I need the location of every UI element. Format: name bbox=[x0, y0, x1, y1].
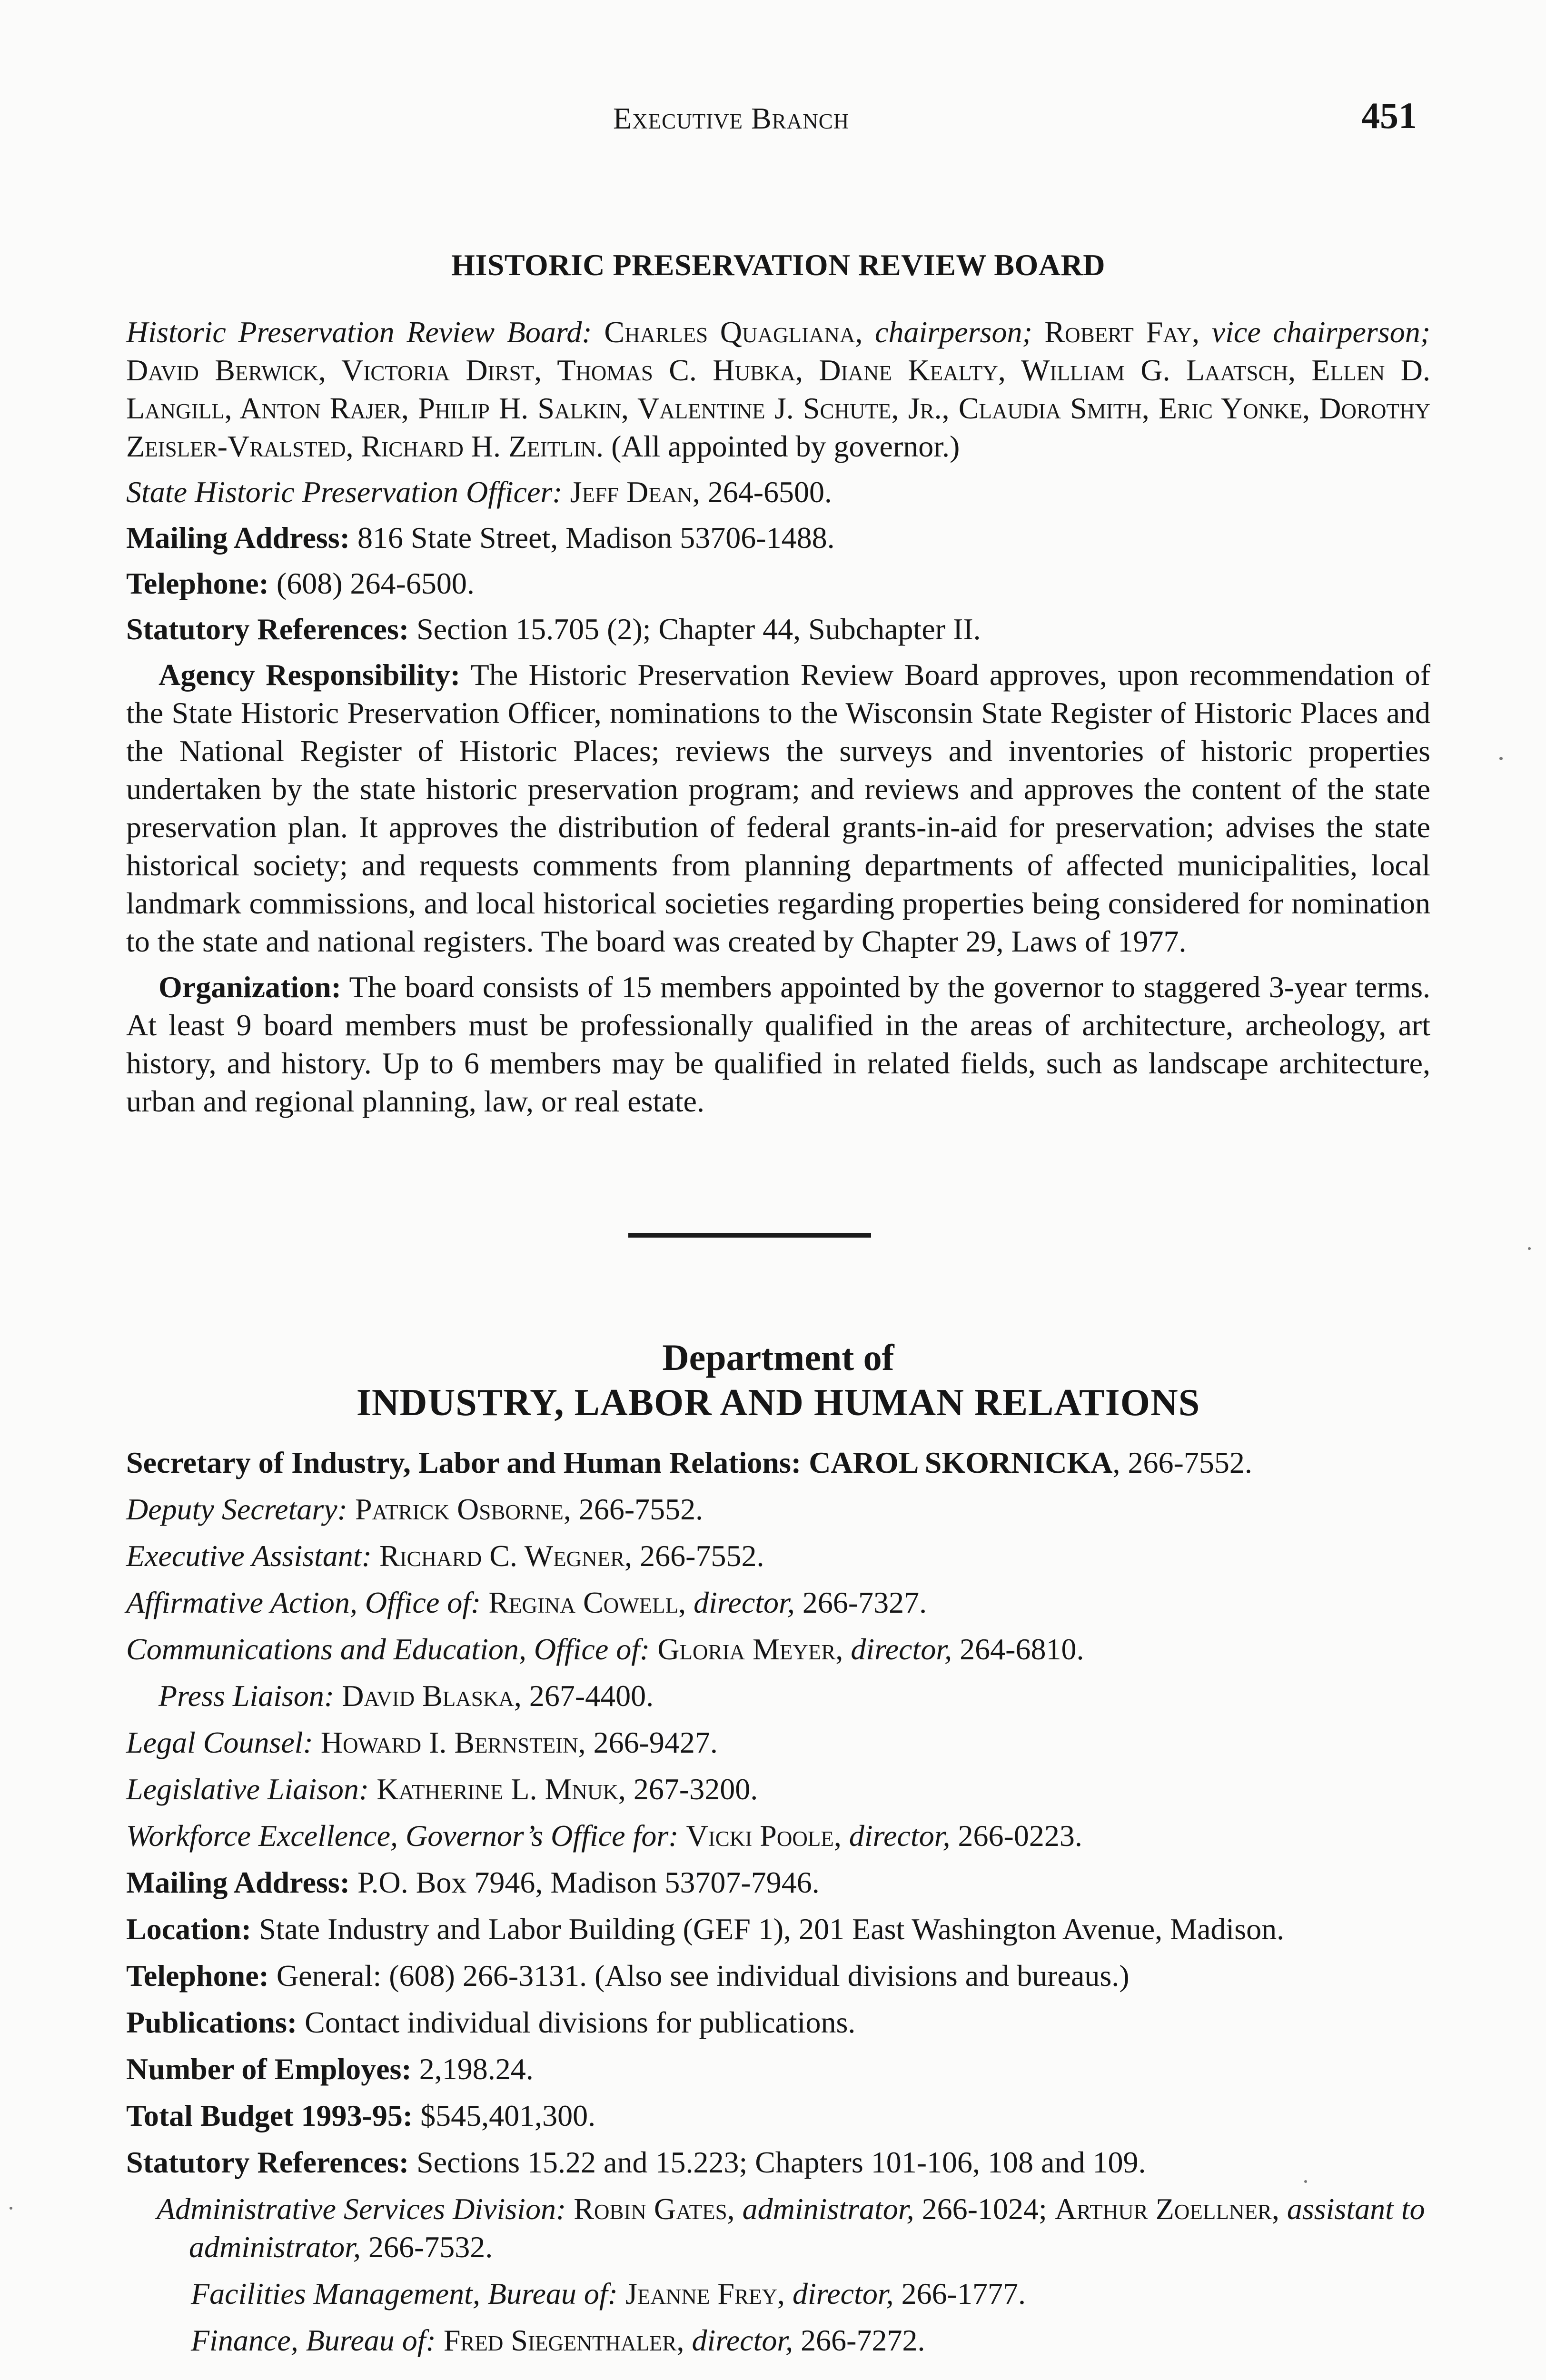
chair-name: Charles Quagliana bbox=[604, 315, 855, 349]
dept-location-value: State Industry and Labor Building (GEF 1), 201 East Washington Avenue, Madison. bbox=[259, 1912, 1285, 1946]
dept-budget-value: $545,401,300. bbox=[420, 2099, 596, 2132]
entry-title: director, bbox=[849, 1819, 951, 1853]
admin-phone2: 266-7532. bbox=[360, 2230, 493, 2264]
board-members-list: David Berwick, Victoria Dirst, Thomas C. Hubka, Diane Kealty, William G. Laatsch, Ellen D. Langill, Anton Rajer, Philip H. Salkin, Valentine J. Schute, Jr., Claudia Smith, Eric Yonke, Dorothy Zeisler-Vralsted, Richard H. Zeitlin. bbox=[126, 353, 1430, 463]
entry-label: Legal Counsel: bbox=[126, 1726, 313, 1759]
entry-phone: , 266-7552. bbox=[563, 1492, 704, 1526]
vice-chair-title: vice chairperson; bbox=[1211, 315, 1431, 349]
entry-phone: , 267-3200. bbox=[618, 1772, 758, 1806]
entry-name: David Blaska bbox=[342, 1679, 514, 1713]
entry-name: Howard I. Bernstein bbox=[320, 1726, 578, 1759]
bureau-name: Jeanne Frey bbox=[625, 2277, 777, 2311]
scan-speck bbox=[10, 2207, 12, 2210]
dept-budget-entry bbox=[126, 2097, 1430, 2135]
appointment-note: (All appointed by governor.) bbox=[611, 429, 960, 463]
telephone-label: Telephone: bbox=[126, 566, 269, 600]
dept-employees-label: Number of Employes: bbox=[126, 2052, 412, 2086]
entry-label: Affirmative Action, Office of: bbox=[126, 1586, 481, 1619]
dept-mailing-label: Mailing Address: bbox=[126, 1865, 350, 1899]
admin-title2: assistant to administrator, bbox=[189, 2192, 1425, 2264]
dept-publications-entry bbox=[126, 2003, 1430, 2042]
entry-label: Executive Assistant: bbox=[126, 1539, 372, 1573]
organization-paragraph bbox=[126, 968, 1430, 1121]
entry-name: Patrick Osborne bbox=[355, 1492, 564, 1526]
section-divider bbox=[628, 1233, 871, 1238]
vice-chair-name: Robert Fay bbox=[1044, 315, 1192, 349]
staff-entry bbox=[126, 1537, 1430, 1575]
scan-speck bbox=[1499, 757, 1503, 760]
bureau-entry: Facilities Management, Bureau of: Jeanne Frey, director, 266-1777. bbox=[191, 2277, 1026, 2311]
entry-phone: , 266-9427. bbox=[578, 1726, 718, 1759]
bureau-entry: Finance, Bureau of: Fred Siegenthaler, director, 266-7272. bbox=[191, 2323, 925, 2357]
bureau-title: director, bbox=[792, 2277, 894, 2311]
organization-text: The board consists of 15 members appointed by the governor to staggered 3-year terms. At least 9 board members must be professionally qualified in the areas of architecture, archeology, art history, and history. Up to 6 members may be qualified in related fields, such as landscape architecture, urban and regional planning, law, or real estate. bbox=[126, 970, 1431, 1118]
dept-telephone-entry bbox=[126, 1957, 1430, 1995]
entry-label: Legislative Liaison: bbox=[126, 1772, 369, 1806]
entry-label: Deputy Secretary: bbox=[126, 1492, 347, 1526]
staff-entry: Workforce Excellence, Governor’s Office for: Vicki Poole, director, 266-0223. bbox=[126, 1819, 1082, 1853]
entry-label: Press Liaison: bbox=[159, 1679, 335, 1713]
scan-speck bbox=[1304, 2180, 1307, 2183]
page-header bbox=[0, 94, 1546, 151]
board-label: Historic Preservation Review Board: bbox=[126, 315, 592, 349]
entry-label: Workforce Excellence, Governor’s Office for: bbox=[126, 1819, 679, 1853]
staff-entry bbox=[126, 1770, 1430, 1808]
entry-phone: 266-7327. bbox=[794, 1586, 927, 1619]
staff-entry: Affirmative Action, Office of: Regina Cowell, director, 266-7327. bbox=[126, 1586, 927, 1619]
entry-title: director, bbox=[694, 1586, 795, 1619]
staff-entry: Communications and Education, Office of: Gloria Meyer, director, 264-6810. bbox=[126, 1632, 1084, 1666]
bureau-label: Finance, Bureau of: bbox=[191, 2323, 436, 2357]
mailing-value: 816 State Street, Madison 53706-1488. bbox=[357, 521, 835, 555]
dept-statutory-label: Statutory References: bbox=[126, 2145, 409, 2179]
dept-budget-label: Total Budget 1993-95: bbox=[126, 2099, 413, 2132]
page-number: 451 bbox=[1361, 95, 1417, 136]
entry-name: Katherine L. Mnuk bbox=[377, 1772, 618, 1806]
entry-title: director, bbox=[851, 1632, 952, 1666]
dept-mailing-value: P.O. Box 7946, Madison 53707-7946. bbox=[357, 1865, 820, 1899]
admin-label: Administrative Services Division: bbox=[157, 2192, 566, 2226]
mailing-label: Mailing Address: bbox=[126, 521, 350, 555]
dept-location-entry bbox=[126, 1910, 1430, 1948]
secretary-name: CAROL SKORNICKA bbox=[809, 1446, 1113, 1479]
agency-responsibility-paragraph bbox=[126, 656, 1430, 961]
admin-name2: Arthur Zoellner bbox=[1054, 2192, 1272, 2226]
admin-phone1: 266-1024; bbox=[914, 2192, 1055, 2226]
entry-name: Gloria Meyer bbox=[657, 1632, 836, 1666]
responsibility-label: Agency Responsibility: bbox=[159, 658, 461, 692]
bureau-title: director, bbox=[692, 2323, 793, 2357]
bureau-label: Facilities Management, Bureau of: bbox=[191, 2277, 618, 2311]
organization-label: Organization: bbox=[159, 970, 341, 1004]
statutory-label: Statutory References: bbox=[126, 612, 409, 646]
chair-title: chairperson; bbox=[875, 315, 1032, 349]
staff-entry bbox=[126, 1724, 1430, 1762]
bureau-name: Fred Siegenthaler bbox=[443, 2323, 677, 2357]
dept-telephone-value: General: (608) 266-3131. (Also see individual divisions and bureaus.) bbox=[276, 1959, 1130, 1993]
admin-division-entry: Administrative Services Division: Robin Gates, administrator, 266-1024; Arthur Zoellner, assistant to administrator, 266-7532. bbox=[157, 2192, 1425, 2264]
section-title: HISTORIC PRESERVATION REVIEW BOARD bbox=[451, 248, 1105, 282]
dept-location-label: Location: bbox=[126, 1912, 252, 1946]
admin-title1: administrator, bbox=[742, 2192, 914, 2226]
secretary-label: Secretary of Industry, Labor and Human Relations: bbox=[126, 1446, 802, 1479]
dept-publications-label: Publications: bbox=[126, 2005, 297, 2039]
officer-phone: , 264-6500. bbox=[692, 475, 832, 509]
entry-name: Richard C. Wegner bbox=[379, 1539, 625, 1573]
entry-phone: , 267-4400. bbox=[514, 1679, 654, 1713]
bureau-phone: 266-7272. bbox=[793, 2323, 925, 2357]
mailing-address-entry bbox=[126, 519, 1430, 557]
secretary-phone: , 266-7552. bbox=[1112, 1446, 1252, 1479]
statutory-value: Section 15.705 (2); Chapter 44, Subchapter II. bbox=[416, 612, 981, 646]
dept-statutory-entry bbox=[126, 2143, 1430, 2182]
entry-name: Regina Cowell bbox=[488, 1586, 679, 1619]
officer-label: State Historic Preservation Officer: bbox=[126, 475, 563, 509]
entry-phone: 264-6810. bbox=[952, 1632, 1084, 1666]
dept-statutory-value: Sections 15.22 and 15.223; Chapters 101-106, 108 and 109. bbox=[416, 2145, 1146, 2179]
entry-phone: , 266-7552. bbox=[624, 1539, 764, 1573]
bureau-phone: 266-1777. bbox=[893, 2277, 1026, 2311]
telephone-value: (608) 264-6500. bbox=[276, 566, 475, 600]
board-members-entry: Historic Preservation Review Board: Charles Quagliana, chairperson; Robert Fay, vice chairperson; David Berwick, Victoria Dirst, Thomas C. Hubka, Diane Kealty, William G. Laatsch, Ellen D. Langill, Anton Rajer, Philip H. Salkin, Valentine J. Schute, Jr., Claudia Smith, Eric Yonke, Dorothy Zeisler-Vralsted, Richard H. Zeitlin. (All appointed by governor.) bbox=[126, 315, 1431, 463]
department-title-line1: Department of bbox=[662, 1337, 894, 1378]
dept-mailing-entry bbox=[126, 1864, 1430, 1902]
responsibility-text: The Historic Preservation Review Board approves, upon recommendation of the State Historic Preservation Officer, nominations to the Wisconsin State Register of Historic Places and the National Register of Historic Places; reviews the surveys and inventories of historic properties undertaken by the state historic preservation program; and reviews and approves the content of the state preservation plan. It approves the distribution of federal grants-in-aid for preservation; advises the state historical society; and requests comments from planning departments of affected municipalities, local landmark commissions, and local historical societies regarding properties being considered for nomination to the state and national registers. The board was created by Chapter 29, Laws of 1977. bbox=[126, 658, 1431, 958]
dilhr-section bbox=[126, 1335, 1430, 2368]
entry-phone: 266-0223. bbox=[950, 1819, 1082, 1853]
secretary-entry bbox=[126, 1444, 1430, 1482]
admin-name1: Robin Gates bbox=[574, 2192, 727, 2226]
staff-entry bbox=[126, 1490, 1430, 1528]
telephone-entry bbox=[126, 565, 1430, 603]
statutory-entry bbox=[126, 610, 1430, 648]
dept-publications-value: Contact individual divisions for publications. bbox=[305, 2005, 856, 2039]
department-title-line2: INDUSTRY, LABOR AND HUMAN RELATIONS bbox=[356, 1382, 1200, 1424]
scan-speck bbox=[1528, 1247, 1531, 1250]
running-head: Executive Branch bbox=[613, 101, 850, 135]
dept-telephone-label: Telephone: bbox=[126, 1959, 269, 1993]
entry-label: Communications and Education, Office of: bbox=[126, 1632, 650, 1666]
officer-name: Jeff Dean bbox=[570, 475, 693, 509]
preservation-officer-entry bbox=[126, 473, 1430, 511]
dept-employees-entry bbox=[126, 2050, 1430, 2088]
historic-preservation-section bbox=[126, 248, 1430, 1128]
entry-name: Vicki Poole bbox=[686, 1819, 834, 1853]
dept-employees-value: 2,198.24. bbox=[419, 2052, 534, 2086]
staff-entry bbox=[126, 1677, 1430, 1715]
